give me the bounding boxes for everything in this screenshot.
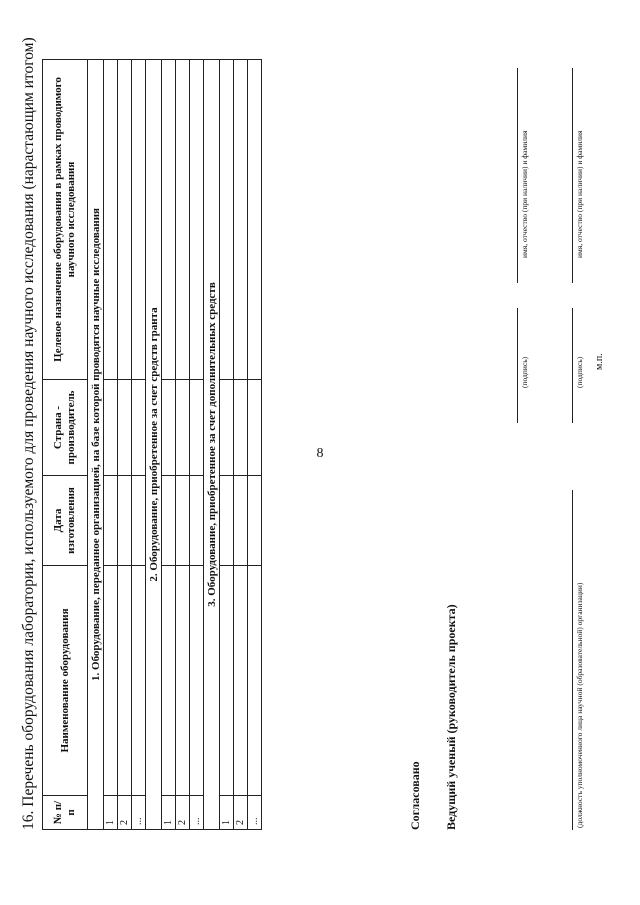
table-row bbox=[190, 60, 204, 830]
org-position-caption: (должность уполномоченного лица научной (образовательной) организации) bbox=[575, 582, 584, 828]
header-equipment-name: Наименование оборудования bbox=[43, 566, 88, 796]
country-cell[interactable] bbox=[104, 380, 118, 476]
org-signature-line[interactable] bbox=[572, 308, 573, 423]
section-row-2 bbox=[146, 60, 162, 830]
row-number: 1 bbox=[104, 796, 118, 830]
row-number: 2 bbox=[176, 796, 190, 830]
agreed-label: Согласовано bbox=[408, 761, 422, 830]
purpose-cell[interactable] bbox=[132, 60, 146, 380]
table-row bbox=[162, 60, 176, 830]
country-cell[interactable] bbox=[234, 380, 248, 476]
header-purpose: Целевое назначение оборудования в рамках проводимого научного исследования bbox=[43, 60, 88, 380]
org-signature-caption: (подпись) bbox=[575, 356, 584, 388]
country-cell[interactable] bbox=[132, 380, 146, 476]
table-row bbox=[104, 60, 118, 830]
equipment-name-cell[interactable] bbox=[132, 566, 146, 796]
header-country: Страна - производитель bbox=[43, 380, 88, 476]
table-row bbox=[118, 60, 132, 830]
stamp-placeholder: м.п. bbox=[594, 353, 605, 370]
header-manufacture-date: Дата изготовления bbox=[43, 476, 88, 566]
leader-name-line[interactable] bbox=[517, 68, 518, 283]
section-title-3: 3. Оборудование, приобретенное за счет дополнительных средств bbox=[204, 60, 220, 830]
manufacture-date-cell[interactable] bbox=[162, 476, 176, 566]
country-cell[interactable] bbox=[118, 380, 132, 476]
country-cell[interactable] bbox=[190, 380, 204, 476]
manufacture-date-cell[interactable] bbox=[176, 476, 190, 566]
manufacture-date-cell[interactable] bbox=[104, 476, 118, 566]
org-name-caption: имя, отчество (при наличии) и фамилия bbox=[575, 130, 584, 258]
manufacture-date-cell[interactable] bbox=[234, 476, 248, 566]
purpose-cell[interactable] bbox=[190, 60, 204, 380]
purpose-cell[interactable] bbox=[176, 60, 190, 380]
section-row-1 bbox=[88, 60, 104, 830]
equipment-name-cell[interactable] bbox=[162, 566, 176, 796]
row-number: 2 bbox=[234, 796, 248, 830]
equipment-name-cell[interactable] bbox=[248, 566, 262, 796]
country-cell[interactable] bbox=[248, 380, 262, 476]
equipment-name-cell[interactable] bbox=[176, 566, 190, 796]
manufacture-date-cell[interactable] bbox=[118, 476, 132, 566]
equipment-name-cell[interactable] bbox=[234, 566, 248, 796]
row-number: ... bbox=[190, 796, 204, 830]
purpose-cell[interactable] bbox=[248, 60, 262, 380]
equipment-name-cell[interactable] bbox=[220, 566, 234, 796]
table-row bbox=[248, 60, 262, 830]
purpose-cell[interactable] bbox=[162, 60, 176, 380]
leader-name-caption: имя, отчество (при наличии) и фамилия bbox=[520, 130, 529, 258]
purpose-cell[interactable] bbox=[234, 60, 248, 380]
table-row bbox=[220, 60, 234, 830]
purpose-cell[interactable] bbox=[118, 60, 132, 380]
country-cell[interactable] bbox=[220, 380, 234, 476]
manufacture-date-cell[interactable] bbox=[190, 476, 204, 566]
section-title-2: 2. Оборудование, приобретенное за счет средств гранта bbox=[146, 60, 162, 830]
manufacture-date-cell[interactable] bbox=[132, 476, 146, 566]
table-row bbox=[234, 60, 248, 830]
section-title: 16. Перечень оборудования лаборатории, используемого для проведения научного исследования (нарастающим итогом) bbox=[20, 37, 37, 830]
header-number: № п/п bbox=[43, 796, 88, 830]
equipment-table bbox=[42, 59, 262, 830]
country-cell[interactable] bbox=[162, 380, 176, 476]
org-position-line[interactable] bbox=[572, 490, 573, 830]
page-number: 8 bbox=[316, 446, 324, 461]
leader-signature-line[interactable] bbox=[517, 308, 518, 423]
equipment-name-cell[interactable] bbox=[190, 566, 204, 796]
row-number: 1 bbox=[220, 796, 234, 830]
table-row bbox=[176, 60, 190, 830]
leader-signature-caption: (подпись) bbox=[520, 356, 529, 388]
section-row-3 bbox=[204, 60, 220, 830]
table-header-row bbox=[43, 60, 88, 830]
row-number: ... bbox=[248, 796, 262, 830]
table-row bbox=[132, 60, 146, 830]
section-title-1: 1. Оборудование, переданное организацией, на базе которой проводятся научные исследования bbox=[88, 60, 104, 830]
country-cell[interactable] bbox=[176, 380, 190, 476]
row-number: 2 bbox=[118, 796, 132, 830]
purpose-cell[interactable] bbox=[220, 60, 234, 380]
row-number: 1 bbox=[162, 796, 176, 830]
landscape-sheet bbox=[12, 37, 632, 848]
leader-label: Ведущий ученый (руководитель проекта) bbox=[444, 604, 458, 830]
purpose-cell[interactable] bbox=[104, 60, 118, 380]
equipment-name-cell[interactable] bbox=[104, 566, 118, 796]
org-name-line[interactable] bbox=[572, 68, 573, 283]
row-number: ... bbox=[132, 796, 146, 830]
manufacture-date-cell[interactable] bbox=[248, 476, 262, 566]
equipment-name-cell[interactable] bbox=[118, 566, 132, 796]
manufacture-date-cell[interactable] bbox=[220, 476, 234, 566]
